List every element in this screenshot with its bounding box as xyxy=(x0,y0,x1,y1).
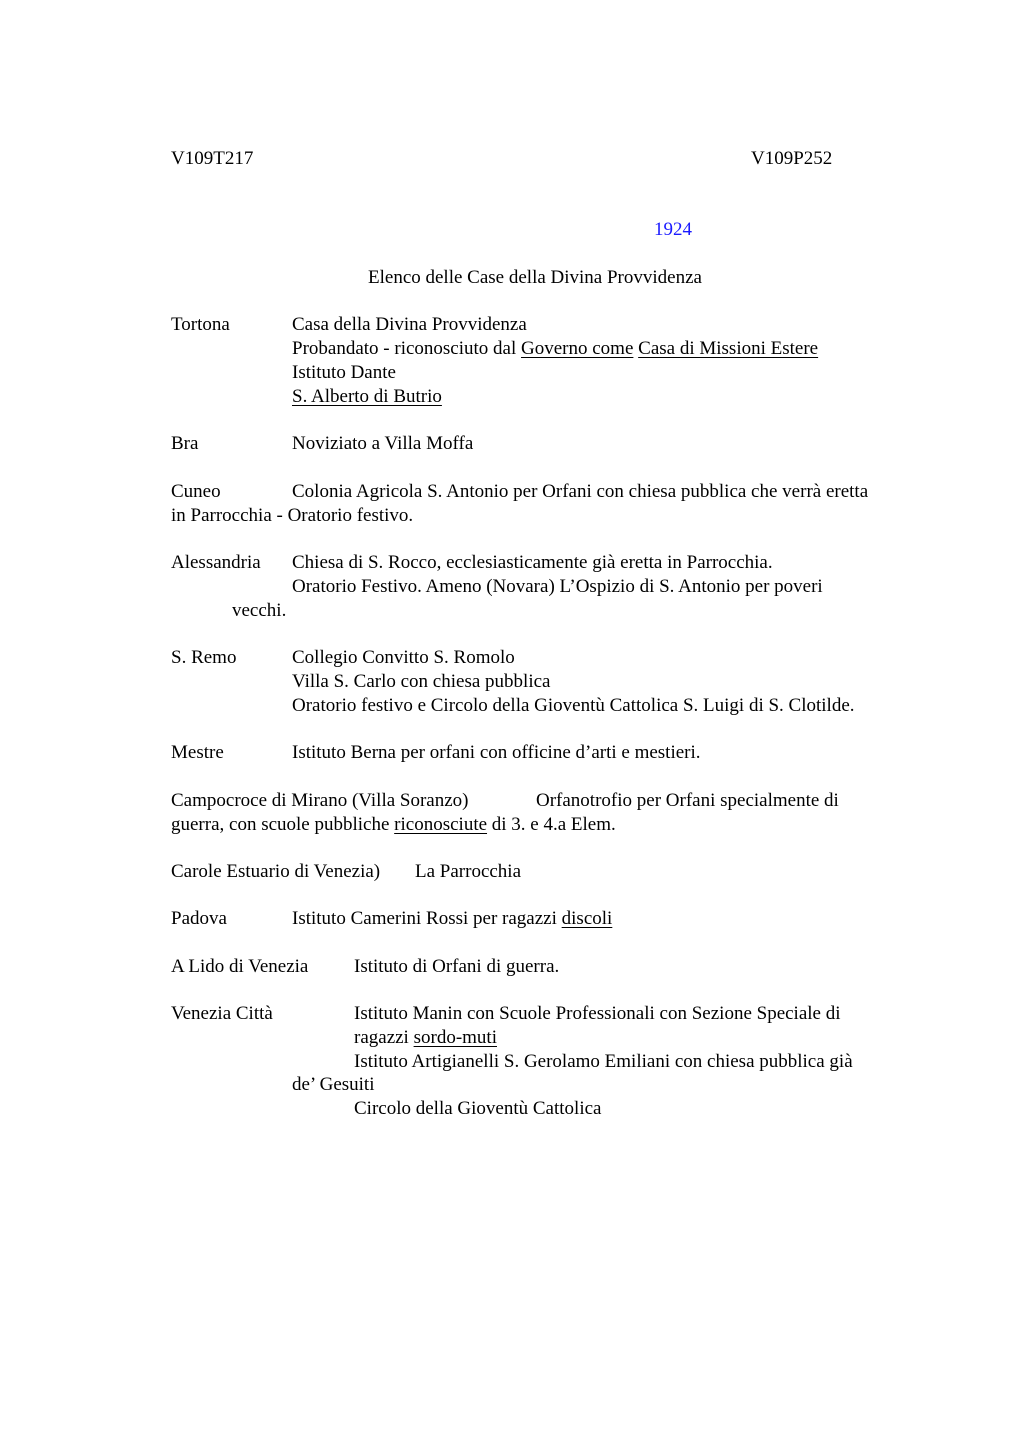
entry-line: de’ Gesuiti xyxy=(292,1074,375,1095)
document-code-left: V109T217 xyxy=(171,148,254,169)
place-name: Tortona xyxy=(171,314,230,335)
entry-line: Chiesa di S. Rocco, ecclesiasticamente già eretta in Parrocchia. xyxy=(292,552,773,573)
underlined-text: Governo come xyxy=(521,338,634,359)
entry-line: in Parrocchia - Oratorio festivo. xyxy=(171,505,414,526)
entry-line: Circolo della Gioventù Cattolica xyxy=(354,1098,602,1119)
place-name: Bra xyxy=(171,433,199,454)
entry-line: Istituto Manin con Scuole Professionali con Sezione Speciale di xyxy=(354,1003,841,1024)
entry-text: Probandato - riconosciuto dal xyxy=(292,338,522,359)
entry-line xyxy=(292,907,612,931)
entry-line xyxy=(292,337,818,361)
entry-line: Colonia Agricola S. Antonio per Orfani con chiesa pubblica che verrà eretta xyxy=(292,481,869,502)
entry-line: S. Alberto di Butrio xyxy=(292,386,442,407)
entry-line: Collegio Convitto S. Romolo xyxy=(292,647,515,668)
entry-line: Orfanotrofio per Orfani specialmente di xyxy=(536,790,839,811)
entry-line: Villa S. Carlo con chiesa pubblica xyxy=(292,671,551,692)
entry-line: Oratorio festivo e Circolo della Gioventù Cattolica S. Luigi di S. Clotilde. xyxy=(292,695,855,716)
place-name: Cuneo xyxy=(171,481,221,502)
entry-line: Oratorio Festivo. Ameno (Novara) L’Ospizio di S. Antonio per poveri xyxy=(292,576,823,597)
underlined-text: sordo-muti xyxy=(413,1027,497,1048)
underlined-text: riconosciute xyxy=(394,814,488,835)
place-name: Venezia Città xyxy=(171,1003,273,1024)
place-name: Campocroce di Mirano (Villa Soranzo) xyxy=(171,790,469,811)
entry-line: vecchi. xyxy=(232,600,287,621)
place-name: A Lido di Venezia xyxy=(171,956,309,977)
entry-text: Istituto Camerini Rossi per ragazzi xyxy=(292,908,562,929)
entry-line: Noviziato a Villa Moffa xyxy=(292,433,474,454)
year-heading: 1924 xyxy=(654,219,692,240)
underlined-text: discoli xyxy=(561,908,613,929)
document-code-right: V109P252 xyxy=(751,148,833,169)
entry-text: guerra, con scuole pubbliche xyxy=(171,814,395,835)
document-title: Elenco delle Case della Divina Provvidenza xyxy=(368,267,702,288)
place-name: Alessandria xyxy=(171,552,261,573)
place-name: Padova xyxy=(171,908,227,929)
place-name: S. Remo xyxy=(171,647,237,668)
entry-line: Istituto Dante xyxy=(292,362,396,383)
entry-line: Casa della Divina Provvidenza xyxy=(292,314,527,335)
entry-text: di 3. e 4.a Elem. xyxy=(487,814,616,835)
entry-line xyxy=(171,813,616,837)
place-name: Carole Estuario di Venezia) xyxy=(171,861,381,882)
place-name: Mestre xyxy=(171,742,224,763)
underlined-text: Casa di Missioni Estere xyxy=(638,338,819,359)
entry-text: ragazzi xyxy=(354,1027,414,1048)
entry-line: Istituto Berna per orfani con officine d’arti e mestieri. xyxy=(292,742,701,763)
entry-line xyxy=(354,1026,497,1050)
entry-line: Istituto di Orfani di guerra. xyxy=(354,956,560,977)
entry-line: Istituto Artigianelli S. Gerolamo Emiliani con chiesa pubblica già xyxy=(354,1051,853,1072)
entry-line: La Parrocchia xyxy=(415,861,522,882)
